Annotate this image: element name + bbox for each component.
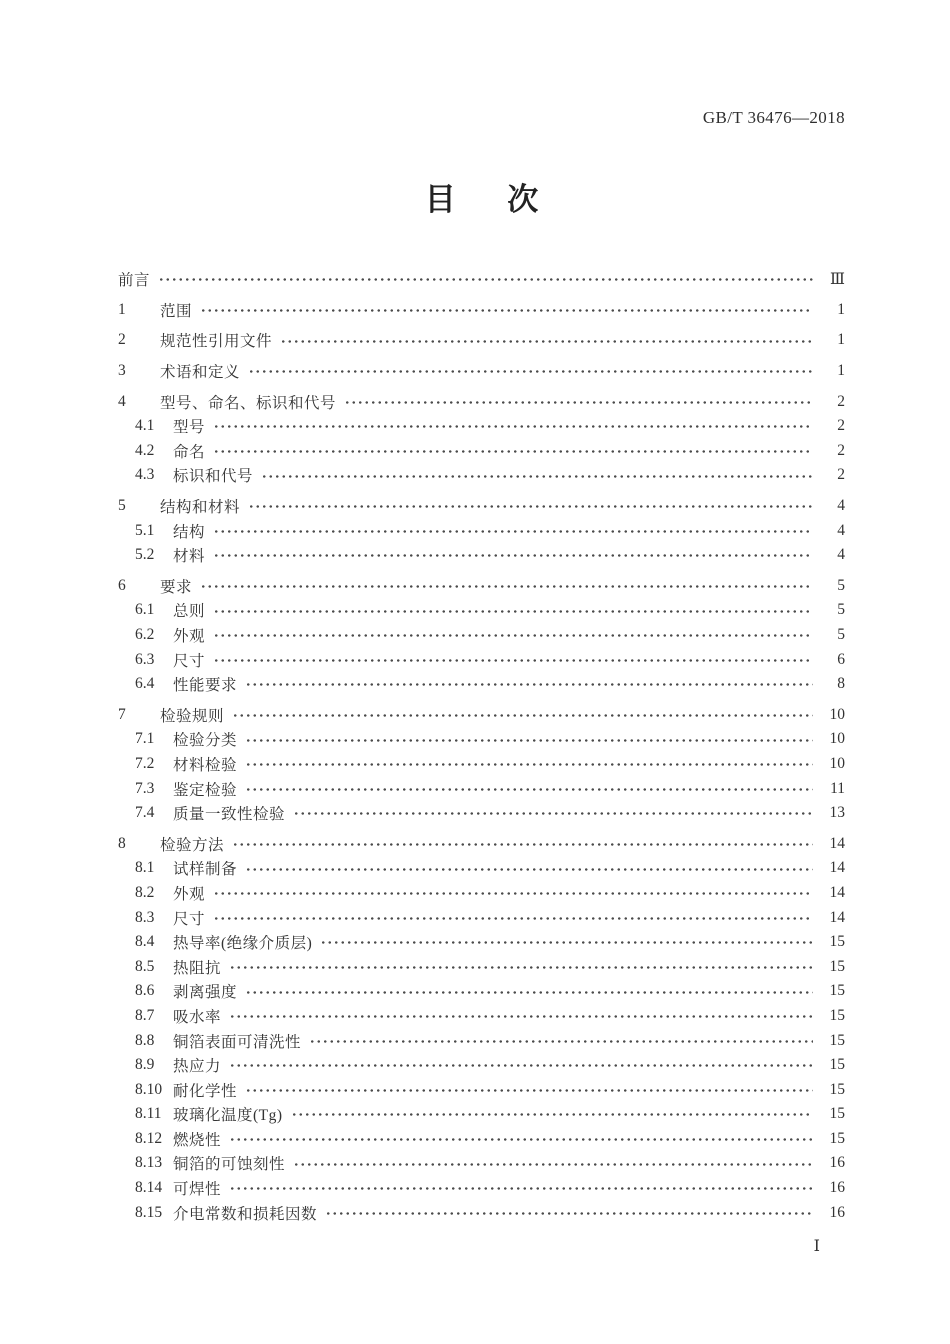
toc-entry-page: 14 (829, 834, 845, 852)
toc-dotted-leader (293, 1156, 813, 1172)
toc-entry-page: 8 (837, 675, 845, 693)
toc-row (118, 298, 845, 323)
toc-entry-page: 6 (837, 650, 845, 668)
toc-dotted-leader (232, 707, 813, 723)
toc-dotted-leader (213, 885, 813, 901)
toc-entry-label: 可焊性 (173, 1181, 222, 1199)
toc-entry-label: 材料 (173, 548, 206, 566)
toc-entry-label: 外观 (173, 628, 206, 646)
toc-entry-number: 4.2 (135, 441, 155, 459)
toc-dotted-leader (229, 959, 813, 975)
toc-entry-page: 4 (837, 497, 845, 515)
toc-entry-number: 2 (118, 331, 126, 349)
toc-entry-number: 8.15 (135, 1203, 163, 1221)
toc-dotted-leader (261, 468, 813, 484)
toc-row (118, 727, 845, 752)
toc-entry-page: 15 (829, 957, 845, 975)
toc-entry-number: 7.1 (135, 730, 155, 748)
toc-row (118, 881, 845, 906)
toc-dotted-leader (245, 756, 813, 772)
toc-entry-number: 1 (118, 300, 126, 318)
toc-entry-number: 7.2 (135, 754, 155, 772)
toc-entry-label: 型号、命名、标识和代号 (160, 394, 337, 412)
toc-entry-label: 规范性引用文件 (160, 333, 273, 351)
toc-entry-page: 1 (837, 300, 845, 318)
toc-entry-label: 热应力 (173, 1058, 222, 1076)
toc-entry-page: 15 (829, 1129, 845, 1147)
toc-entry-label: 型号 (173, 419, 206, 437)
toc-row (118, 414, 845, 439)
toc-entry-page: 5 (837, 601, 845, 619)
toc-entry-page: 2 (837, 392, 845, 410)
toc-entry-label: 检验规则 (160, 707, 225, 725)
toc-entry-label: 铜箔表面可清洗性 (173, 1033, 302, 1051)
toc-dotted-leader (229, 1180, 813, 1196)
toc-entry-page: 15 (829, 1031, 845, 1049)
toc-dotted-leader (213, 603, 813, 619)
toc-row (118, 831, 845, 856)
page-content (118, 0, 845, 1225)
toc-entry-label: 结构和材料 (160, 499, 241, 517)
toc-entry-number: 6.2 (135, 626, 155, 644)
toc-entry-label: 结构 (173, 523, 206, 541)
toc-row (118, 623, 845, 648)
footer-page-number: Ⅰ (813, 1238, 820, 1255)
toc-dotted-leader (291, 1107, 813, 1123)
toc-row (118, 1004, 845, 1029)
toc-dotted-leader (158, 272, 813, 288)
toc-entry-number: 5.2 (135, 546, 155, 564)
toc-dotted-leader (213, 547, 813, 563)
toc-row (118, 463, 845, 488)
toc-entry-page: 15 (829, 1056, 845, 1074)
toc-dotted-leader (229, 1131, 813, 1147)
toc-row (118, 930, 845, 955)
toc-entry-number: 4.3 (135, 466, 155, 484)
toc-entry-label: 术语和定义 (160, 364, 241, 382)
toc-row (118, 752, 845, 777)
toc-entry-page: 5 (837, 576, 845, 594)
toc-row (118, 801, 845, 826)
toc-dotted-leader (245, 781, 813, 797)
toc-row (118, 979, 845, 1004)
toc-entry-number: 4.1 (135, 417, 155, 435)
toc-entry-number: 5 (118, 497, 126, 515)
toc-row (118, 672, 845, 697)
toc-entry-label: 燃烧性 (173, 1131, 222, 1149)
toc-entry-label: 前言 (118, 272, 151, 290)
toc-dotted-leader (325, 1205, 813, 1221)
toc-dotted-leader (200, 578, 813, 594)
toc-row (118, 1077, 845, 1102)
toc-row (118, 439, 845, 464)
toc-entry-number: 8.2 (135, 883, 155, 901)
toc-entry-number: 6.3 (135, 650, 155, 668)
toc-entry-label: 性能要求 (173, 677, 238, 695)
toc-row (118, 494, 845, 519)
toc-entry-label: 要求 (160, 578, 193, 596)
toc-entry-number: 6.4 (135, 675, 155, 693)
toc-entry-page: 1 (837, 331, 845, 349)
toc-entry-page: 5 (837, 626, 845, 644)
toc-entry-page: 15 (829, 933, 845, 951)
toc-entry-page: 2 (837, 441, 845, 459)
toc-entry-page: 14 (829, 883, 845, 901)
toc-entry-number: 3 (118, 362, 126, 380)
toc-entry-label: 总则 (173, 603, 206, 621)
toc-entry-number: 5.1 (135, 521, 155, 539)
toc-entry-number: 8.3 (135, 908, 155, 926)
toc-row (118, 518, 845, 543)
toc-entry-label: 尺寸 (173, 910, 206, 928)
toc-entry-number: 8.6 (135, 982, 155, 1000)
toc-row (118, 1028, 845, 1053)
toc-entry-label: 材料检验 (173, 756, 238, 774)
toc-entry-number: 8.9 (135, 1056, 155, 1074)
toc-entry-page: 15 (829, 1006, 845, 1024)
toc-entry-label: 介电常数和损耗因数 (173, 1205, 318, 1223)
toc-dotted-leader (309, 1033, 813, 1049)
toc-entry-number: 8.7 (135, 1006, 155, 1024)
toc-entry-page: 10 (829, 730, 845, 748)
toc-entry-page: 10 (829, 754, 845, 772)
toc-row (118, 543, 845, 568)
toc-entry-label: 外观 (173, 885, 206, 903)
toc-entry-page: 15 (829, 982, 845, 1000)
toc-dotted-leader (213, 652, 813, 668)
toc-dotted-leader (245, 984, 813, 1000)
toc-entry-page: Ⅲ (830, 270, 845, 288)
toc-entry-label: 检验分类 (173, 732, 238, 750)
toc-title: 目 次 (424, 182, 549, 217)
toc-entry-label: 范围 (160, 302, 193, 320)
toc-entry-page: 11 (830, 779, 845, 797)
toc-entry-number: 7.4 (135, 804, 155, 822)
toc-row (118, 1053, 845, 1078)
toc-dotted-leader (213, 443, 813, 459)
toc-row (118, 703, 845, 728)
toc-dotted-leader (344, 394, 813, 410)
toc-entry-number: 8.8 (135, 1031, 155, 1049)
toc-entry-page: 2 (837, 466, 845, 484)
toc-row (118, 647, 845, 672)
toc-entry-label: 标识和代号 (173, 468, 254, 486)
toc-row (118, 574, 845, 599)
toc-entry-label: 命名 (173, 443, 206, 461)
toc-dotted-leader (280, 333, 813, 349)
toc-entry-page: 15 (829, 1080, 845, 1098)
toc-row (118, 776, 845, 801)
toc-row (118, 1151, 845, 1176)
toc-row (118, 1127, 845, 1152)
toc-entry-label: 尺寸 (173, 652, 206, 670)
toc-dotted-leader (213, 910, 813, 926)
toc-entry-number: 8.1 (135, 859, 155, 877)
toc-dotted-leader (229, 1008, 813, 1024)
toc-entry-label: 热阻抗 (173, 959, 222, 977)
toc-entry-label: 质量一致性检验 (173, 806, 286, 824)
toc-entry-page: 13 (829, 804, 845, 822)
toc-dotted-leader (245, 1082, 813, 1098)
toc-row (118, 954, 845, 979)
toc-entry-number: 6.1 (135, 601, 155, 619)
toc-entry-number: 8.13 (135, 1154, 163, 1172)
toc-entry-number: 8.4 (135, 933, 155, 951)
toc-entry-number: 8.5 (135, 957, 155, 975)
toc-row (118, 267, 845, 292)
toc-dotted-leader (200, 302, 813, 318)
toc-row (118, 1102, 845, 1127)
toc-entry-number: 8.12 (135, 1129, 163, 1147)
toc-entry-page: 16 (829, 1154, 845, 1172)
toc-entry-page: 4 (837, 521, 845, 539)
toc-entry-label: 检验方法 (160, 836, 225, 854)
toc-entry-number: 4 (118, 392, 126, 410)
toc-entry-page: 2 (837, 417, 845, 435)
toc-dotted-leader (245, 676, 813, 692)
toc-entry-page: 1 (837, 362, 845, 380)
toc-entry-number: 8.10 (135, 1080, 163, 1098)
toc-list (118, 267, 845, 1225)
toc-entry-number: 8.11 (135, 1105, 162, 1123)
toc-entry-page: 14 (829, 859, 845, 877)
toc-entry-number: 6 (118, 576, 126, 594)
toc-row (118, 359, 845, 384)
toc-entry-number: 8 (118, 834, 126, 852)
toc-dotted-leader (248, 363, 813, 379)
toc-dotted-leader (245, 732, 813, 748)
toc-row (118, 856, 845, 881)
standard-number: GB/T 36476—2018 (702, 108, 845, 127)
toc-entry-label: 耐化学性 (173, 1082, 238, 1100)
toc-entry-label: 鉴定检验 (173, 781, 238, 799)
toc-entry-label: 玻璃化温度(Tg) (173, 1107, 283, 1125)
toc-row (118, 598, 845, 623)
toc-dotted-leader (213, 419, 813, 435)
toc-dotted-leader (213, 523, 813, 539)
toc-row (118, 328, 845, 353)
toc-entry-page: 16 (829, 1203, 845, 1221)
toc-dotted-leader (232, 836, 813, 852)
toc-entry-label: 吸水率 (173, 1008, 222, 1026)
toc-dotted-leader (213, 627, 813, 643)
toc-row (118, 905, 845, 930)
toc-entry-page: 14 (829, 908, 845, 926)
toc-row (118, 1200, 845, 1225)
toc-entry-number: 7.3 (135, 779, 155, 797)
toc-entry-page: 15 (829, 1105, 845, 1123)
toc-dotted-leader (245, 861, 813, 877)
toc-entry-label: 剥离强度 (173, 984, 238, 1002)
toc-entry-label: 热导率(绝缘介质层) (173, 935, 313, 953)
toc-row (118, 1176, 845, 1201)
toc-entry-page: 4 (837, 546, 845, 564)
toc-entry-page: 10 (829, 705, 845, 723)
toc-entry-page: 16 (829, 1179, 845, 1197)
toc-row (118, 389, 845, 414)
toc-entry-label: 铜箔的可蚀刻性 (173, 1156, 286, 1174)
toc-entry-number: 8.14 (135, 1179, 163, 1197)
toc-dotted-leader (248, 498, 813, 514)
toc-dotted-leader (293, 805, 813, 821)
toc-dotted-leader (229, 1057, 813, 1073)
toc-entry-label: 试样制备 (173, 861, 238, 879)
toc-entry-number: 7 (118, 705, 126, 723)
toc-dotted-leader (320, 934, 813, 950)
